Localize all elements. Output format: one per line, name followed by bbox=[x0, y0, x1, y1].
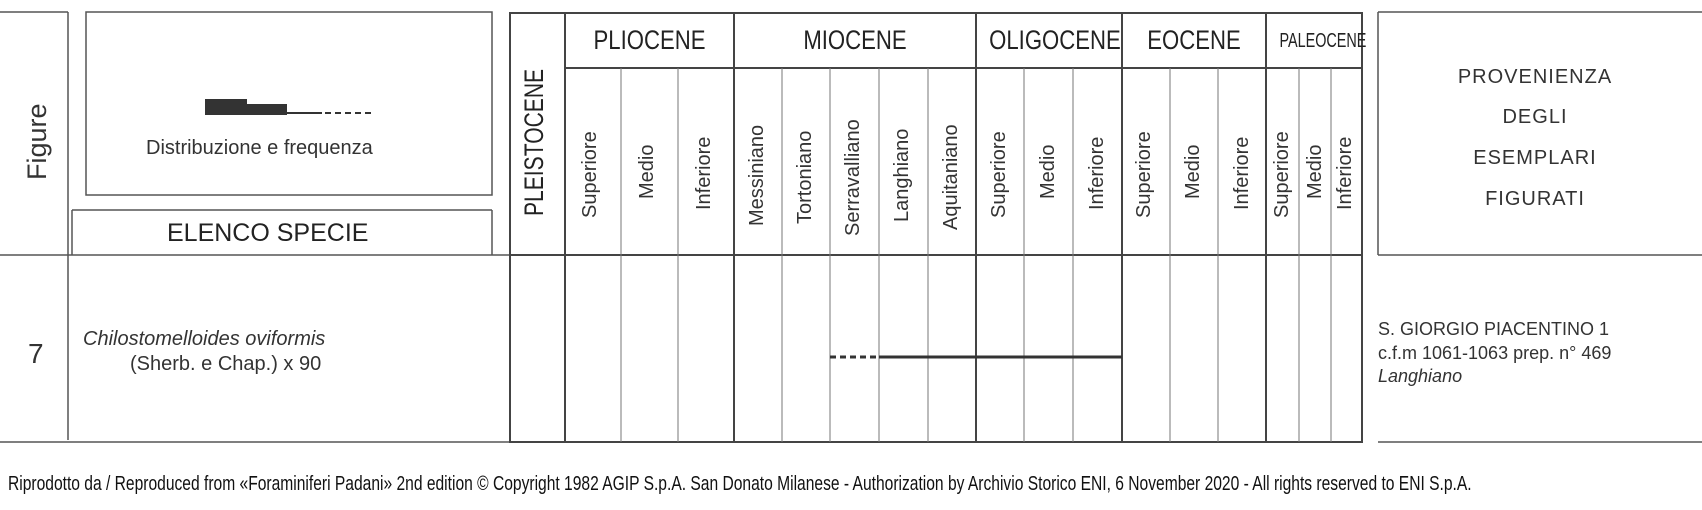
species-name: Chilostomelloides oviformis bbox=[83, 328, 326, 350]
provenance-header-line-1: PROVENIENZA bbox=[1457, 66, 1613, 88]
footer-credit: Riprodotto da / Reproduced from «Foraminiferi Padani» 2nd edition © Copyright 1982 AGIP S.p.A. San Donato Milanese - Authorization by Archivio Storico ENI, 6 November 2020 - All rights reserved to ENI S.p.A. bbox=[8, 473, 1472, 495]
stage-messiniano: Messiniano bbox=[746, 124, 768, 226]
stage-paleocene-superiore: Superiore bbox=[1271, 131, 1293, 218]
provenance-header-line-2: DEGLI bbox=[1502, 106, 1568, 128]
stage-oligocene-medio: Medio bbox=[1037, 144, 1059, 199]
stage-pliocene-superiore: Superiore bbox=[579, 131, 601, 218]
legend-label: Distribuzione e frequenza bbox=[146, 137, 373, 159]
epoch-oligocene: OLIGOCENE bbox=[989, 25, 1121, 55]
epoch-pliocene: PLIOCENE bbox=[593, 25, 706, 55]
epoch-miocene: MIOCENE bbox=[803, 25, 907, 55]
species-list-header: ELENCO SPECIE bbox=[167, 219, 369, 247]
stage-aquitaniano: Aquitaniano bbox=[940, 124, 962, 230]
figure-number: 7 bbox=[28, 338, 44, 369]
stage-pliocene-inferiore: Inferiore bbox=[693, 136, 715, 210]
stage-paleocene-inferiore: Inferiore bbox=[1334, 136, 1356, 210]
provenance-header-line-3: ESEMPLARI bbox=[1473, 147, 1597, 169]
stage-oligocene-superiore: Superiore bbox=[988, 131, 1010, 218]
stage-langhiano: Langhiano bbox=[891, 128, 913, 222]
stage-oligocene-inferiore: Inferiore bbox=[1086, 136, 1108, 210]
stage-serravalliano: Serravalliano bbox=[842, 119, 864, 236]
epoch-pleistocene: PLEISTOCENE bbox=[519, 68, 549, 217]
species-author: (Sherb. e Chap.) x 90 bbox=[130, 353, 322, 375]
stage-eocene-superiore: Superiore bbox=[1133, 131, 1155, 218]
stage-tortoniano: Tortoniano bbox=[794, 130, 816, 224]
provenance-stage: Langhiano bbox=[1378, 366, 1463, 386]
epoch-paleocene: PALEOCENE bbox=[1279, 30, 1367, 52]
stage-eocene-medio: Medio bbox=[1182, 144, 1204, 199]
stage-paleocene-medio: Medio bbox=[1304, 144, 1326, 199]
provenance-locality: S. GIORGIO PIACENTINO 1 bbox=[1378, 319, 1610, 339]
figure-column-header: Figure bbox=[22, 103, 52, 180]
provenance-header-line-4: FIGURATI bbox=[1485, 188, 1585, 210]
stage-pliocene-medio: Medio bbox=[636, 144, 658, 199]
provenance-sample: c.f.m 1061-1063 prep. n° 469 bbox=[1378, 343, 1612, 363]
legend-bar bbox=[205, 99, 372, 115]
stage-eocene-inferiore: Inferiore bbox=[1231, 136, 1253, 210]
epoch-eocene: EOCENE bbox=[1147, 25, 1241, 55]
